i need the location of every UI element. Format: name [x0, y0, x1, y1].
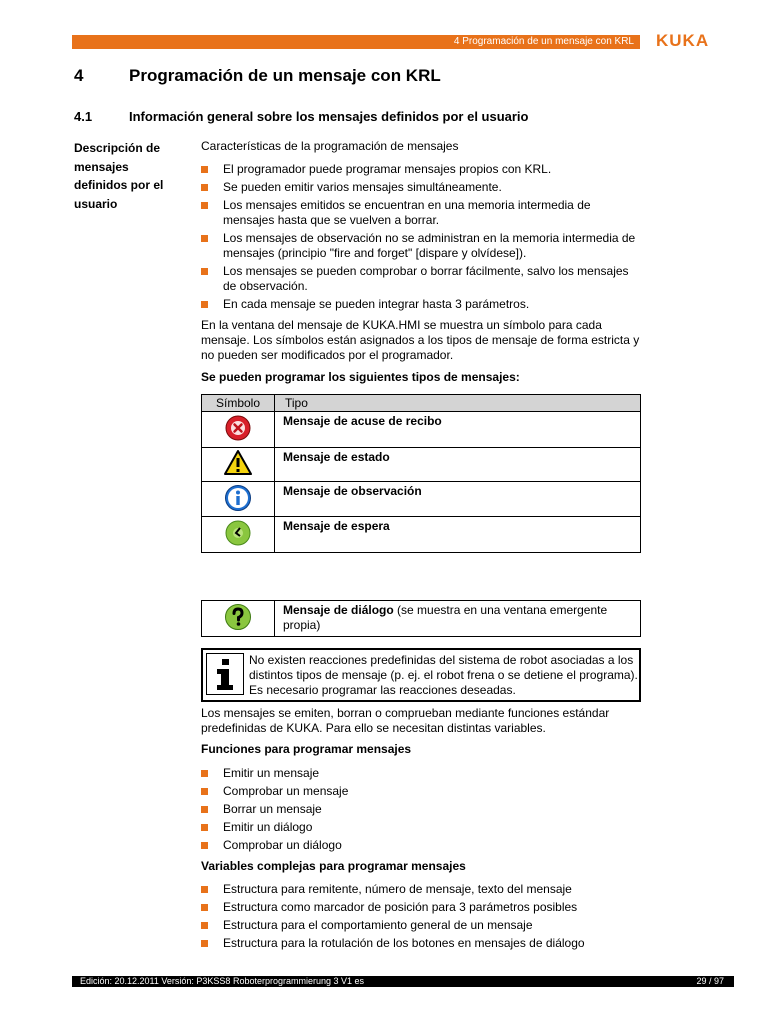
- bullet-icon: [201, 886, 208, 893]
- page-footer: [72, 976, 734, 987]
- bullet-icon: [201, 922, 208, 929]
- type-cell: Mensaje de estado: [275, 448, 641, 482]
- list-item: Los mensajes se pueden comprobar o borrar fácilmente, salvo los mensajes de observación.: [201, 264, 641, 294]
- list-item: Estructura para el comportamiento general de un mensaje: [201, 918, 641, 933]
- page-number: 29 / 97: [696, 976, 724, 986]
- list-item: El programador puede programar mensajes propios con KRL.: [201, 162, 641, 177]
- kuka-logo: KUKA: [656, 31, 710, 50]
- table-row: [202, 482, 641, 517]
- section-title: Información general sobre los mensajes definidos por el usuario: [129, 109, 529, 124]
- type-cell: Mensaje de observación: [275, 482, 641, 517]
- section-number: 4.1: [74, 109, 93, 124]
- types-heading: Se pueden programar los siguientes tipos de mensajes:: [201, 370, 520, 384]
- table-row: [202, 601, 641, 637]
- chapter-title: Programación de un mensaje con KRL: [129, 66, 441, 85]
- bullet-icon: [201, 842, 208, 849]
- dialog-type-table: [201, 600, 641, 637]
- dialog-note: (se muestra en una ventana emergente propia): [283, 603, 608, 632]
- bullet-icon: [201, 806, 208, 813]
- functions-list: [201, 766, 641, 853]
- sidebar-heading: Descripción de mensajes definidos por el usuario: [74, 141, 164, 211]
- col-header-type: Tipo: [275, 395, 641, 412]
- symbol-paragraph: En la ventana del mensaje de KUKA.HMI se muestra un símbolo para cada mensaje. Los símbolos están asignados a los tipos de mensaje de forma estricta y no pueden ser modificados por el programador.: [201, 318, 640, 362]
- bullet-icon: [201, 788, 208, 795]
- variables-list: [201, 882, 641, 951]
- type-cell: Mensaje de acuse de recibo: [275, 412, 641, 448]
- running-header: [72, 35, 640, 49]
- col-header-symbol: Símbolo: [202, 395, 275, 412]
- bullet-icon: [201, 904, 208, 911]
- list-item: Emitir un diálogo: [201, 820, 641, 835]
- type-cell: Mensaje de diálogo: [283, 603, 394, 617]
- bullet-icon: [201, 184, 208, 191]
- list-item: Comprobar un diálogo: [201, 838, 641, 853]
- bullet-icon: [201, 235, 208, 242]
- list-item: En cada mensaje se pueden integrar hasta 3 parámetros.: [201, 297, 641, 312]
- table-row: [202, 448, 641, 482]
- table-row: [202, 517, 641, 553]
- list-item: Comprobar un mensaje: [201, 784, 641, 799]
- variables-heading: Variables complejas para programar mensajes: [201, 859, 466, 873]
- bullet-icon: [201, 301, 208, 308]
- list-item: Los mensajes de observación no se administran en la memoria intermedia de mensajes (principio "fire and forget" [dispare y olvídese]).: [201, 231, 641, 261]
- question-icon: [224, 603, 252, 631]
- warning-icon: [224, 449, 252, 477]
- note-text: No existen reacciones predefinidas del sistema de robot asociadas a los distintos tipos de mensaje (p. ej. el robot frena o se detiene el programa). Es necesario programar las reacciones deseadas.: [249, 653, 638, 697]
- table-row: [202, 412, 641, 448]
- wait-clock-icon: [224, 519, 252, 547]
- list-item: Estructura para la rotulación de los botones en mensajes de diálogo: [201, 936, 641, 951]
- bullet-icon: [201, 202, 208, 209]
- bullet-icon: [201, 824, 208, 831]
- list-item: Estructura para remitente, número de mensaje, texto del mensaje: [201, 882, 641, 897]
- ack-error-icon: [224, 414, 252, 442]
- chapter-number: 4: [74, 66, 84, 85]
- info-note: [201, 648, 641, 702]
- footer-edition: Edición: 20.12.2011 Versión: P3KSS8 Roboterprogrammierung 3 V1 es: [80, 976, 365, 986]
- list-item: Borrar un mensaje: [201, 802, 641, 817]
- features-list: [201, 162, 641, 312]
- bullet-icon: [201, 770, 208, 777]
- running-title: 4 Programación de un mensaje con KRL: [453, 36, 634, 47]
- list-item: Se pueden emitir varios mensajes simultáneamente.: [201, 180, 641, 195]
- info-note-icon: [206, 653, 244, 695]
- list-item: Emitir un mensaje: [201, 766, 641, 781]
- message-types-table: [201, 394, 641, 553]
- bullet-icon: [201, 268, 208, 275]
- info-icon: [224, 484, 252, 512]
- bullet-icon: [201, 166, 208, 173]
- list-item: Estructura como marcador de posición para 3 parámetros posibles: [201, 900, 641, 915]
- functions-heading: Funciones para programar mensajes: [201, 742, 412, 756]
- functions-intro: Los mensajes se emiten, borran o comprueban mediante funciones estándar predefinidas de KUKA. Para ello se necesitan distintas variables.: [201, 706, 610, 735]
- type-cell: Mensaje de espera: [275, 517, 641, 553]
- intro-text: Características de la programación de mensajes: [201, 139, 459, 153]
- bullet-icon: [201, 940, 208, 947]
- list-item: Los mensajes emitidos se encuentran en una memoria intermedia de mensajes hasta que se vuelven a borrar.: [201, 198, 641, 228]
